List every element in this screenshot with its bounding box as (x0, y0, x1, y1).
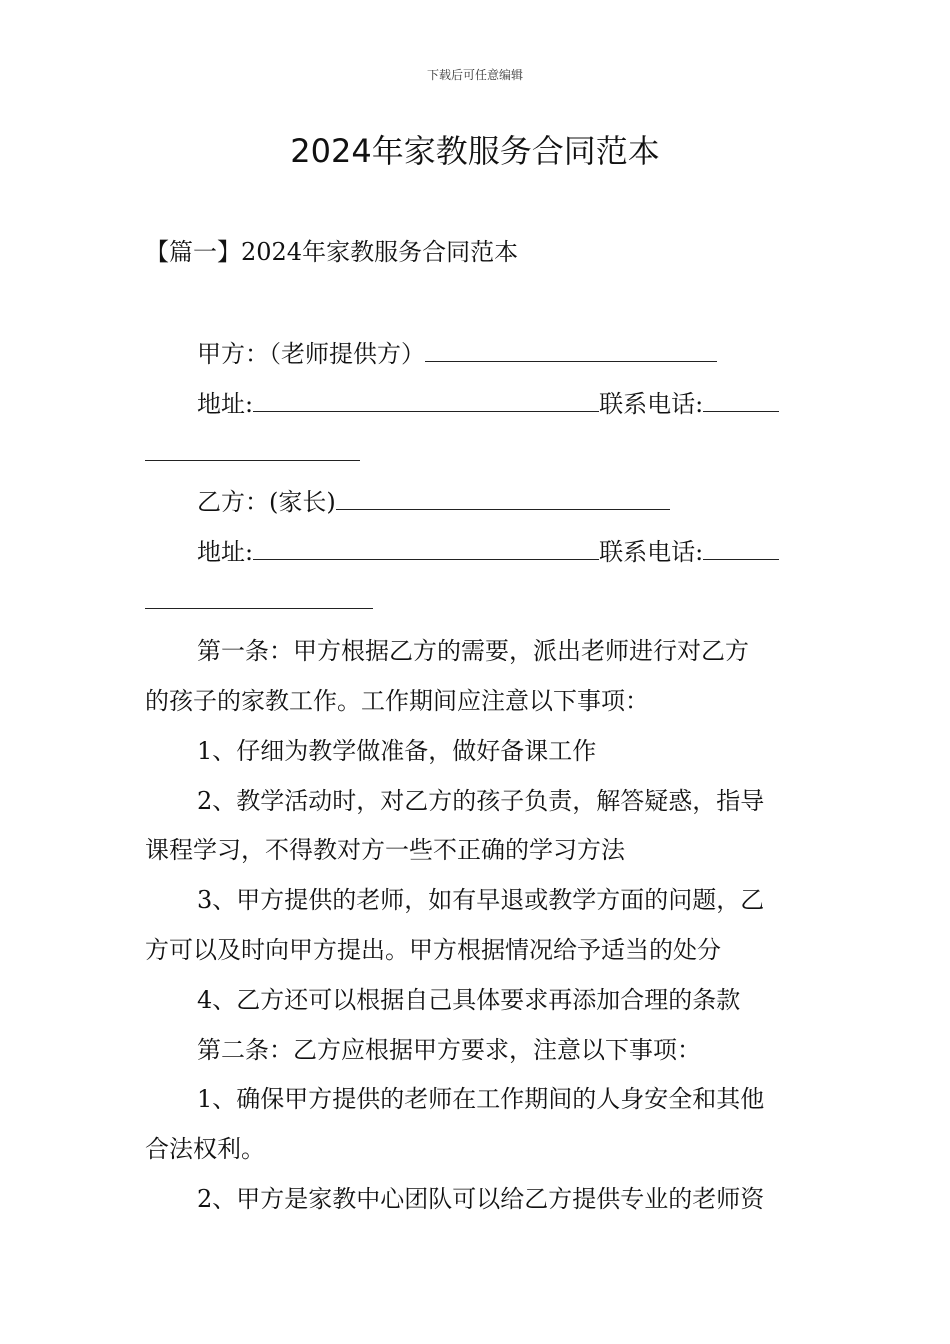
party-b-address-label: 地址: (197, 538, 254, 566)
party-a-phone-blank (703, 389, 779, 412)
body-line: 第一条：甲方根据乙方的需要，派出老师进行对乙方 (197, 637, 749, 665)
party-a-line (197, 334, 717, 369)
party-b-address-line (197, 532, 779, 567)
section-heading: 【篇一】2024年家教服务合同范本 (145, 238, 519, 266)
party-b-phone-label: 联系电话: (599, 538, 704, 566)
party-b-line (197, 482, 670, 517)
body-line: 合法权利。 (145, 1135, 265, 1163)
party-a-address-line (197, 384, 779, 419)
party-a-phone-label: 联系电话: (599, 390, 704, 418)
body-line: 1、确保甲方提供的老师在工作期间的人身安全和其他 (197, 1085, 765, 1113)
body-line: 的孩子的家教工作。工作期间应注意以下事项： (145, 687, 649, 715)
party-a-blank (425, 339, 717, 362)
party-a-address-blank (253, 389, 599, 412)
body-line: 1、仔细为教学做准备，做好备课工作 (197, 737, 597, 765)
party-b-label: 乙方：(家长) (197, 488, 336, 516)
party-a-phone-blank-cont (145, 459, 360, 461)
party-a-label: 甲方：（老师提供方） (197, 340, 425, 368)
header-note: 下载后可任意编辑 (426, 68, 523, 82)
document-title: 2024年家教服务合同范本 (290, 132, 660, 170)
party-b-phone-blank (703, 537, 779, 560)
body-line: 2、教学活动时，对乙方的孩子负责，解答疑惑，指导 (197, 787, 765, 815)
body-line: 3、甲方提供的老师，如有早退或教学方面的问题，乙 (197, 886, 765, 914)
party-b-phone-blank-cont (145, 607, 373, 609)
body-line: 方可以及时向甲方提出。甲方根据情况给予适当的处分 (145, 936, 721, 964)
party-a-address-label: 地址: (197, 390, 254, 418)
party-b-address-blank (253, 537, 599, 560)
body-line: 2、甲方是家教中心团队可以给乙方提供专业的老师资 (197, 1185, 765, 1213)
body-line: 第二条：乙方应根据甲方要求，注意以下事项： (197, 1036, 701, 1064)
body-line: 4、乙方还可以根据自己具体要求再添加合理的条款 (197, 986, 741, 1014)
body-line: 课程学习，不得教对方一些不正确的学习方法 (145, 836, 625, 864)
party-b-blank (336, 487, 670, 510)
